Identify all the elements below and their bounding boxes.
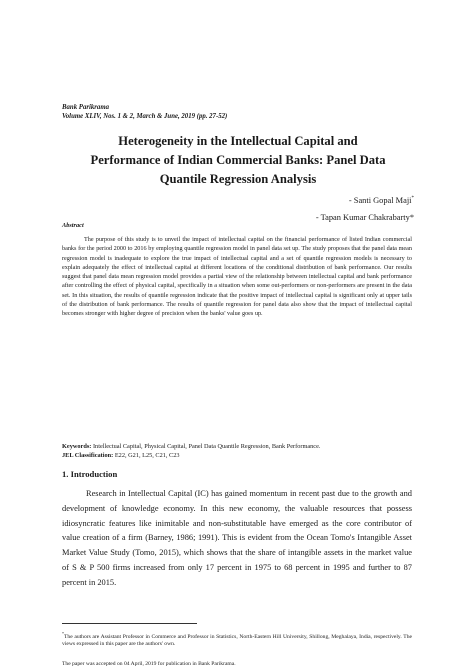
author-1-footnote-mark: * (411, 196, 414, 201)
introduction-paragraph: Research in Intellectual Capital (IC) has gained momentum in recent past due to the growth and development of knowledge economy. In this new economy, the valuable resources that possess idiosyncratic features like inimitable and non-substitutable have emerged as the core contributor of value creation of a firm (Barney, 1986; 1991). This is evident from the Ocean Tomo's Intangible Asset Market Value Study (Tomo, 2015), which shows that the share of intangible assets in the market value of S & P 500 firms increased from only 17 percent in 1975 to 68 percent in 1995 and further to 87 percent in 2015. (62, 489, 412, 587)
keywords-line (62, 442, 412, 451)
footnote-authors (62, 630, 412, 649)
author-list (316, 190, 414, 226)
title-line-2: Performance of Indian Commercial Banks: Panel Data (90, 153, 386, 167)
footnote-acceptance: The paper was accepted on 04 April, 2019 for publication in Bank Parikrama. (62, 661, 236, 667)
footnote-authors-text: The authors are Assistant Professor in Commerce and Professor in Statistics, North-Eastern Hill University, Shillong, Meghalaya, India, respectively. The views expressed in this paper are the authors' own. (62, 633, 412, 648)
author-2-name: - Tapan Kumar Chakrabarty (315, 212, 410, 222)
author-2 (316, 209, 414, 226)
jel-line (62, 451, 412, 460)
jel-value: E22, G21, L25, C21, C23 (113, 452, 180, 459)
author-1 (316, 190, 414, 209)
footnote-divider (62, 623, 197, 624)
footnote-mark: * (62, 631, 64, 636)
abstract-heading: Abstract (62, 222, 84, 229)
section-heading-introduction: 1. Introduction (62, 469, 118, 479)
keywords-block (62, 442, 412, 460)
title-line-3: Quantile Regression Analysis (159, 172, 317, 186)
journal-name: Bank Parikrama (62, 104, 110, 111)
keywords-label: Keywords: (62, 443, 92, 450)
title-line-1: Heterogeneity in the Intellectual Capital and (118, 134, 358, 148)
keywords-value: Intellectual Capital, Physical Capital, Panel Data Quantile Regression, Bank Performance. (91, 443, 321, 450)
paper-title (62, 132, 414, 189)
author-1-name: - Santi Gopal Maji (348, 195, 412, 205)
journal-header (62, 103, 227, 121)
author-2-footnote-mark: * (409, 212, 414, 222)
abstract-text: The purpose of this study is to unveil the impact of intellectual capital on the financial performance of listed Indian commercial banks for the period 2000 to 2016 by employing quantile regression model in panel data set up. The study proposes that the panel data mean regression model is inadequate to explore the true impact of intellectual capital and a set of quantile regression models is necessary to explain adequately the effect of intellectual capital at different locations of the conditional distribution of bank performance. Our results suggest that panel data mean regression model provides a partial view of the relationship between intellectual capital and bank performance after controlling the effect of physical capital, specifically in a situation when some out-performers or non-performers are present in the data set. In this situation, the results of quantile regression indicate that the positive impact of intellectual capital is significant only at upper tails of the distribution of bank performance. The results of quantile regression for panel data also show that the impact of intellectual capital becomes stronger with higher degree of precision when the banks' value goes up. (62, 236, 412, 318)
journal-volume: Volume XLIV, Nos. 1 & 2, March & June, 2019 (pp. 27-52) (62, 113, 228, 120)
jel-label: JEL Classification: (62, 452, 114, 459)
